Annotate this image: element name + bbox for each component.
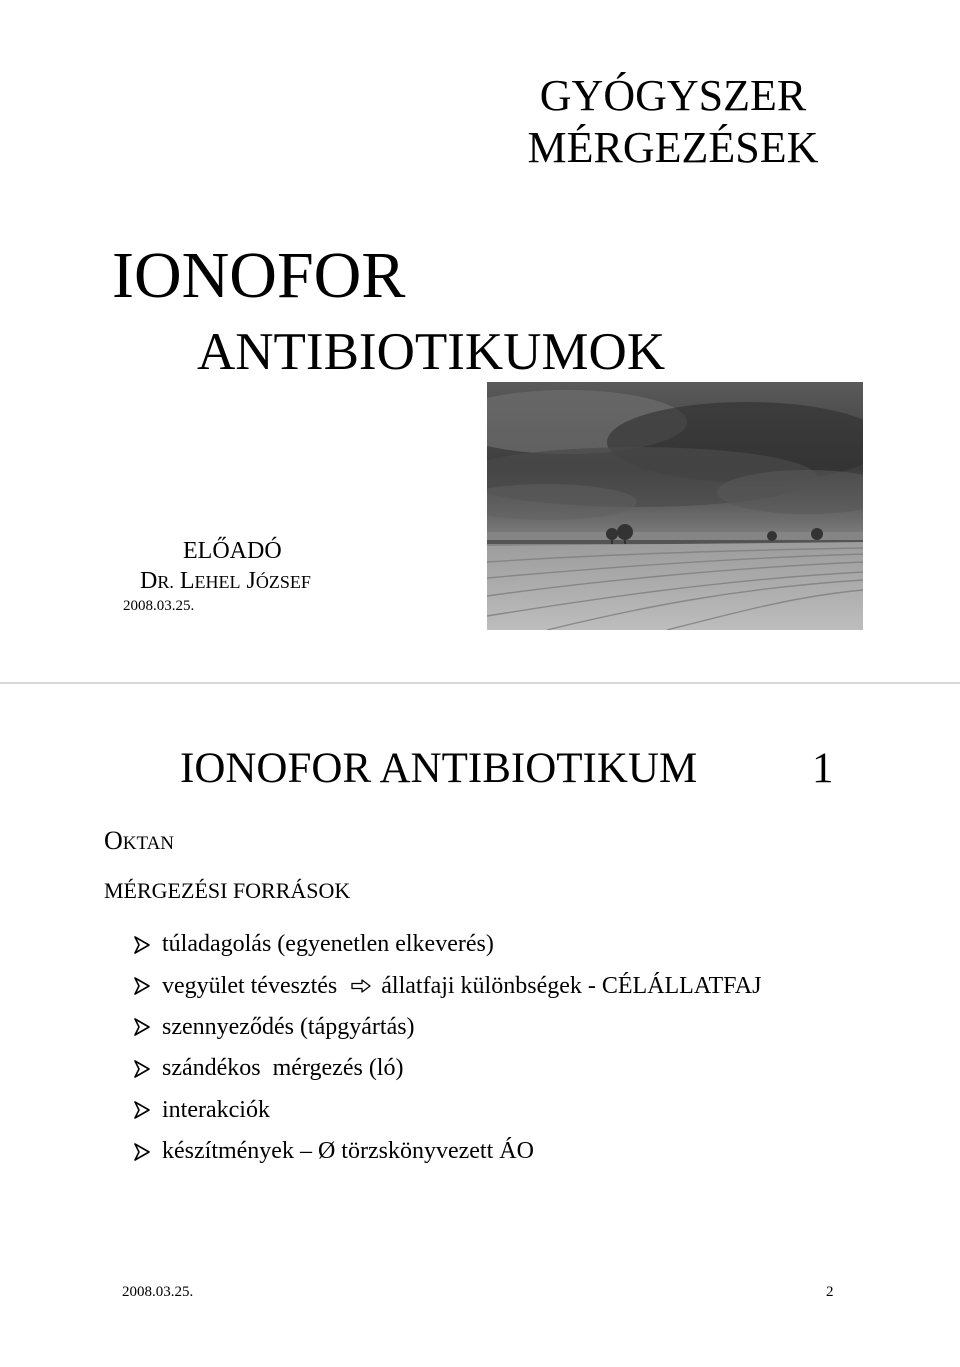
slide-divider	[0, 682, 960, 684]
arrowhead-bullet-icon	[134, 936, 162, 954]
arrowhead-bullet-icon	[134, 1101, 162, 1119]
name-last-rest: ÓZSEF	[255, 572, 311, 592]
list-item	[134, 1090, 761, 1131]
subtitle: ANTIBIOTIKUMOK	[197, 323, 666, 381]
subheading: MÉRGEZÉSI FORRÁSOK	[104, 878, 351, 903]
presenter-role: ELŐADÓ	[183, 538, 282, 564]
name-prefix-rest: R.	[157, 572, 174, 592]
name-prefix-cap: D	[140, 568, 158, 594]
slide2-date: 2008.03.25.	[122, 1284, 194, 1300]
slide1-top-title	[488, 70, 858, 174]
bullet-text: túladagolás (egyenetlen elkeverés)	[162, 931, 494, 958]
bullet-text: szennyeződés (tápgyártás)	[162, 1013, 415, 1040]
slide-1	[0, 0, 960, 680]
section-rest: KTAN	[122, 833, 175, 854]
bullet-text: készítmények – Ø törzskönyvezett ÁO	[162, 1138, 534, 1165]
field-landscape-photo	[487, 382, 863, 630]
list-item	[134, 1131, 761, 1172]
section-cap: O	[104, 826, 123, 855]
slide2-title: IONOFOR ANTIBIOTIKUM	[180, 745, 698, 792]
list-item	[134, 1048, 761, 1089]
slide1-date: 2008.03.25.	[123, 598, 195, 614]
list-item	[134, 965, 761, 1006]
bullet-text: interakciók	[162, 1096, 270, 1123]
slide-2	[0, 686, 960, 1367]
list-item	[134, 1007, 761, 1048]
main-title: IONOFOR	[112, 239, 406, 312]
arrowhead-bullet-icon	[134, 1143, 162, 1161]
arrowhead-bullet-icon	[134, 1018, 162, 1036]
top-title-line2: MÉRGEZÉSEK	[527, 123, 819, 172]
slide2-title-number: 1	[812, 745, 834, 792]
arrowhead-bullet-icon	[134, 1060, 162, 1078]
name-last-cap: J	[246, 568, 256, 594]
presenter-name	[140, 568, 311, 595]
arrowhead-bullet-icon	[134, 977, 162, 995]
outline-right-arrow-icon	[351, 973, 371, 1000]
name-first-cap: L	[179, 568, 195, 594]
bullet-text: állatfaji különbségek - CÉLÁLLATFAJ	[381, 972, 762, 999]
name-first-rest: EHEL	[194, 572, 241, 592]
bullet-list	[134, 924, 761, 1172]
bullet-text: szándékos mérgezés (ló)	[162, 1055, 404, 1082]
bullet-text: vegyület tévesztés	[162, 972, 338, 999]
top-title-line1: GYÓGYSZER	[539, 71, 807, 120]
section-heading	[104, 826, 174, 856]
list-item	[134, 924, 761, 965]
page-number: 2	[826, 1284, 834, 1300]
